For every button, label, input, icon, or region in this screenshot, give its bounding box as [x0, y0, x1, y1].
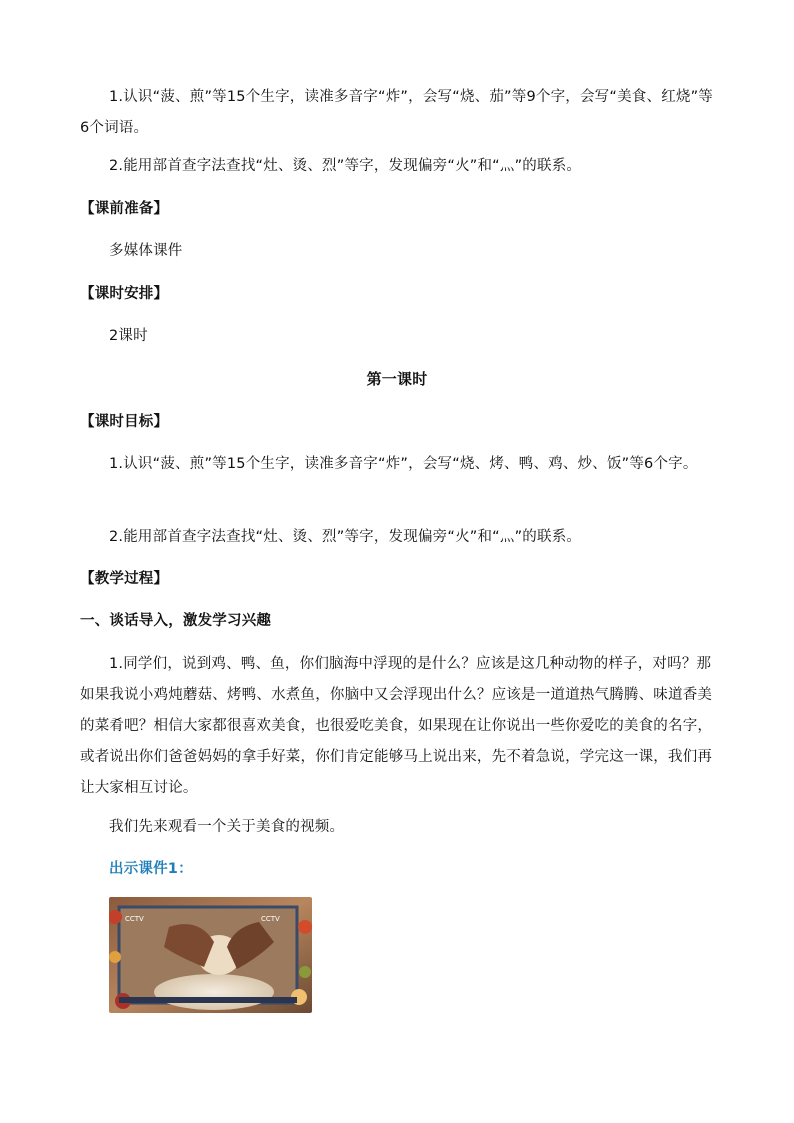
intro-paragraph: 1.同学们，说到鸡、鸭、鱼，你们脑海中浮现的是什么？应该是这几种动物的样子，对吗？那如果我说小鸡炖蘑菇、烤鸭、水煮鱼，你脑中又会浮现出什么？应该是一道道热气腾腾、味道香美的菜肴吧？相信大家都很喜欢美食，也很爱吃美食，如果现在让你说出一些你爱吃的美食的名字，或者说出你们爸爸妈妈的拿手好菜，你们肯定能够马上说出来，先不着急说，学完这一课，我们再让大家相互讨论。 [80, 656, 713, 796]
video-intro-text: 我们先来观看一个关于美食的视频。 [109, 819, 345, 835]
objective-2: 2.能用部首查字法查找“灶、烫、烈”等字，发现偏旁“火”和“灬”的联系。 [109, 158, 582, 174]
heading-process: 【教学过程】 [80, 571, 169, 587]
lesson-title: 第一课时 [366, 370, 428, 388]
goal-2: 2.能用部首查字法查找“灶、烫、烈”等字，发现偏旁“火”和“灬”的联系。 [109, 529, 582, 545]
objective-1: 1.认识“菠、煎”等15个生字，读准多音字“炸”，会写“烧、茄”等9个字，会写“美食、红烧”等6个词语。 [80, 89, 714, 136]
schedule-text: 2课时 [109, 328, 148, 344]
channel-logo-left: CCTV [125, 915, 144, 923]
preparation-text: 多媒体课件 [109, 243, 183, 259]
video-frame-image [109, 897, 312, 1013]
heading-schedule: 【课时安排】 [80, 286, 169, 302]
heading-goals: 【课时目标】 [80, 414, 169, 430]
video-thumbnail[interactable] [109, 897, 312, 1013]
heading-preparation: 【课前准备】 [80, 201, 169, 217]
courseware-label: 出示课件1： [109, 861, 193, 877]
section-1-heading: 一、谈话导入，激发学习兴趣 [80, 613, 272, 629]
goal-1: 1.认识“菠、煎”等15个生字，读准多音字“炸”，会写“烧、烤、鸭、鸡、炒、饭”等6个字。 [109, 456, 698, 472]
channel-logo-right: CCTV [261, 915, 280, 923]
